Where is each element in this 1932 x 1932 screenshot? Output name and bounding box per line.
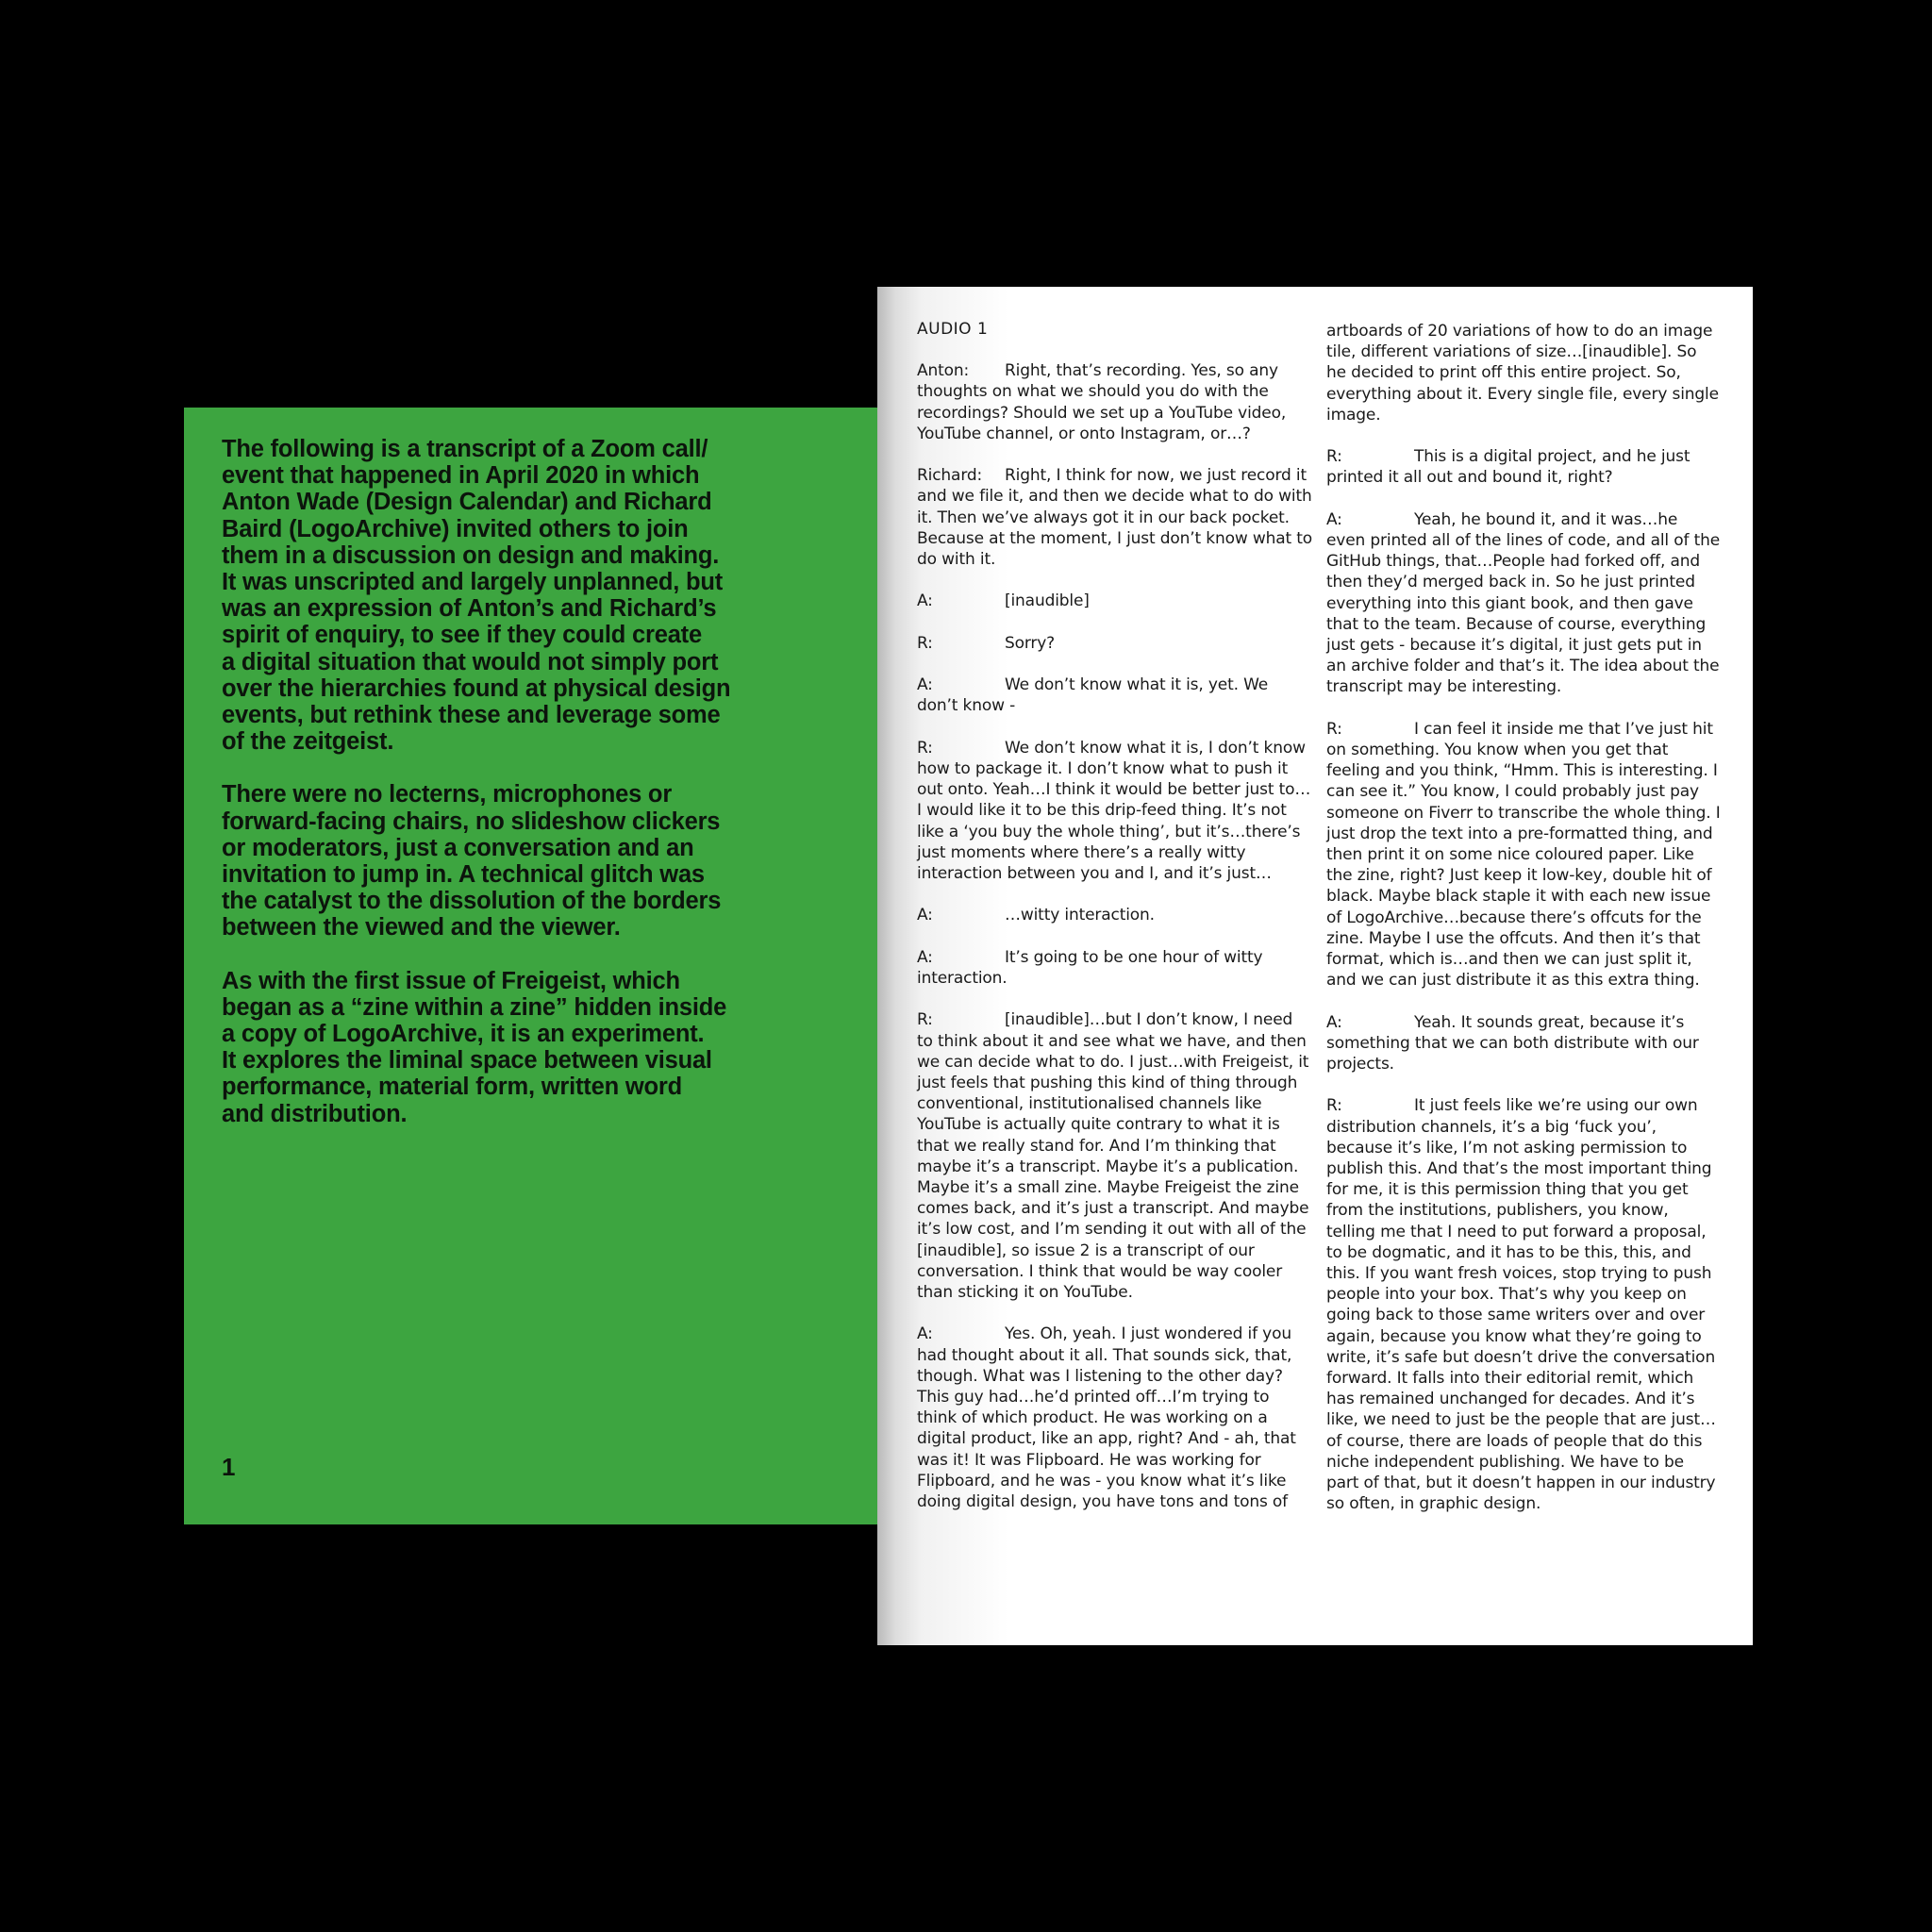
speech-text: [inaudible]…but I don’t know, I need to think about it and see what we have, and then we can decide what to do. I just…with Freigeist, it just feels that pushing this kind of thing through conventional, institutionalised channels like YouTube is actually quite contrary to what it is that we really stand for. And I’m thinking that maybe it’s a transcript. Maybe it’s a publication. Maybe it’s a small zine. Maybe Freigeist the zine comes back, and it’s just a transcript. And maybe it’s low cost, and I’m sending it out with all of the [inaudible], so issue 2 is a transcript of our conversation. I think that would be way cooler than sticking it on YouTube.: [917, 1010, 1309, 1303]
speaker-label: R:: [917, 633, 933, 653]
page-number: 1: [222, 1453, 236, 1481]
speech-text: I can feel it inside me that I’ve just hit on something. You know when you get that feeling and you think, “Hmm. This is interesting. I can see it.” You know, I could probably just pay someone on Fiverr to transcribe the whole thing. I just drop the text into a pre-formatted thing, and then print it on some nice coloured paper. Like the zine, right? Just keep it low-key, double hit of black. Maybe black staple it with each new issue of LogoArchive…because there’s offcuts for the zine. Maybe I use the offcuts. And then it’s that format, which is…and then we can just split it, and we can just distribute it as this extra thing.: [1326, 719, 1721, 991]
transcript-entry: [1326, 719, 1721, 991]
speaker-label: A:: [917, 591, 933, 611]
speaker-label: R:: [1326, 447, 1342, 467]
transcript-entry: [917, 465, 1313, 570]
intro-paragraph-3: As with the first issue of Freigeist, which began as a “zine within a zine” hidden inside a copy of LogoArchive, it is an experiment. It explores the liminal space between visual performance, material form, written word and distribution.: [222, 967, 727, 1127]
transcript-entry: [917, 1324, 1313, 1512]
speech-text: Yes. Oh, yeah. I just wondered if you had thought about it all. That sounds sick, that, though. What was I listening to the other day? This guy had…he’d printed off…I’m trying to think of which product. He was working on a digital product, like an app, right? And - ah, that was it! It was Flipboard. He was working for Flipboard, and he was - you know what it’s like doing digital design, you have tons and tons of: [917, 1324, 1296, 1512]
transcript-entry: [917, 905, 1313, 925]
speaker-label: R:: [917, 1010, 933, 1030]
speaker-label: A:: [1326, 509, 1342, 529]
speech-text: …witty interaction.: [1005, 906, 1155, 925]
transcript-left-column: [917, 319, 1313, 1533]
speaker-label: A:: [917, 1324, 933, 1344]
speech-text: It just feels like we’re using our own distribution channels, it’s a big ‘fuck you’, because it’s like, I’m not asking permission to publish this. And that’s the most important thing for me, it is this permission thing that you get from the institutions, publishers, you know, telling me that I need to put forward a proposal, to be dogmatic, and it has to be this, this, and this. If you want fresh voices, stop trying to push people into your box. That’s why you keep on going back to those same writers over and over again, because you know what they’re going to write, it’s safe but doesn’t drive the conversation forward. It falls into their editorial remit, which has remained unchanged for decades. And it’s like, we need to just be the people that are just…of course, there are loads of people that do this niche independent publishing. We have to be part of that, but it doesn’t happen in our industry so often, in graphic design.: [1326, 1096, 1716, 1514]
transcript-entry: [917, 633, 1313, 654]
intro-paragraph-1: The following is a transcript of a Zoom call/ event that happened in April 2020 in which Anton Wade (Design Calendar) and Richard Baird (LogoArchive) invited others to join them in a discussion on design and making. It was unscripted and largely unplanned, but was an expression of Anton’s and Richard’s spirit of enquiry, to see if they could create a digital situation that would not simply port over the hierarchies found at physical design events, but rethink these and leverage some of the zeitgeist.: [222, 436, 731, 756]
speech-text: Yeah. It sounds great, because it’s something that we can both distribute with our projects.: [1326, 1012, 1699, 1074]
transcript-entry: [917, 1009, 1313, 1303]
speech-text: It’s going to be one hour of witty interaction.: [917, 947, 1263, 988]
speech-text: Sorry?: [1005, 633, 1056, 653]
transcript-entry: [917, 675, 1313, 716]
speaker-label: R:: [1326, 719, 1342, 739]
speaker-label: R:: [1326, 1096, 1342, 1116]
speaker-label: A:: [1326, 1012, 1342, 1032]
transcript-entry: [1326, 1095, 1721, 1514]
transcript-entry: [917, 591, 1313, 611]
speech-text: Yeah, he bound it, and it was…he even printed all of the lines of code, and all of the GitHub things, that…People had forked off, and then they’d merged back in. So he just printed everything into this giant book, and then gave that to the team. Because of course, everything just gets - because it’s digital, it just gets put in an archive folder and that’s it. The idea about the transcript may be interesting.: [1326, 509, 1721, 697]
continued-text: artboards of 20 variations of how to do an image tile, different variations of size…[inaudible]. So he decided to print off this entire project. So, everything about it. Every single file, every single image.: [1326, 322, 1719, 425]
green-cover-page: [184, 408, 877, 1524]
speaker-label: Anton:: [917, 361, 970, 381]
speech-text: Right, that’s recording. Yes, so any thoughts on what we should you do with the recordings? Should we set up a YouTube video, YouTube channel, or onto Instagram, or…?: [917, 361, 1287, 443]
transcript-entry: [1326, 509, 1721, 698]
transcript-page: [877, 287, 1753, 1645]
transcript-heading: AUDIO 1: [917, 320, 989, 339]
intro-text: [222, 436, 835, 1154]
speaker-label: Richard:: [917, 466, 983, 486]
transcript-right-column: [1326, 321, 1721, 1536]
transcript-entry: [1326, 446, 1721, 488]
speaker-label: A:: [917, 947, 933, 967]
speaker-label: A:: [917, 906, 933, 925]
transcript-entry: [917, 360, 1313, 444]
transcript-entry: [917, 738, 1313, 884]
speaker-label: A:: [917, 675, 933, 695]
transcript-entry: [1326, 1012, 1721, 1075]
speaker-label: R:: [917, 738, 933, 758]
speech-text: Right, I think for now, we just record it and we file it, and then we decide what to do with it. Then we’ve always got it in our back pocket. Because at the moment, I just don’t know what to do with it.: [917, 466, 1313, 570]
speech-text: This is a digital project, and he just printed it all out and bound it, right?: [1326, 447, 1690, 488]
transcript-entry: [917, 947, 1313, 989]
intro-paragraph-2: There were no lecterns, microphones or forward-facing chairs, no slideshow clickers or moderators, just a conversation and an invitation to jump in. A technical glitch was the catalyst to the dissolution of the borders between the viewed and the viewer.: [222, 781, 722, 941]
speech-text: We don’t know what it is, yet. We don’t know -: [917, 675, 1269, 716]
speech-text: We don’t know what it is, I don’t know how to package it. I don’t know what to push it out onto. Yeah…I think it would be better just to…I would like it to be this drip-feed thing. It’s not like a ‘you buy the whole thing’, but it’s…there’s just moments where there’s a really witty interaction between you and I, and it’s just…: [917, 738, 1311, 883]
speech-text: [inaudible]: [1005, 591, 1090, 611]
